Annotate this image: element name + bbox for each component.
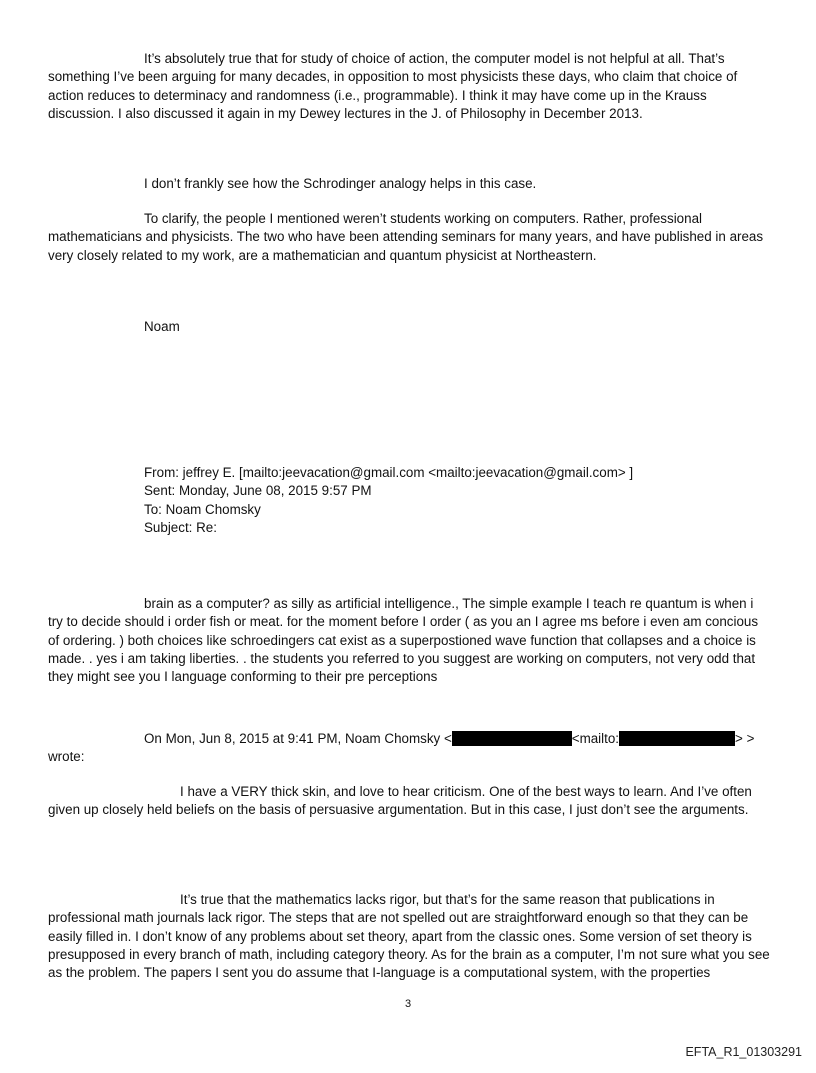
paragraph-choice-of-action: It’s absolutely true that for study of choice of action, the computer model is not helpful at all. That’s something I’ve been arguing for many decades, in opposition to most physicists these days, who claim that choice of action reduces to determinacy and randomness (i.e., programmable). I think it may have come up in the Krauss discussion. I also discussed it again in my Dewey lectures in the J. of Philosophy in December 2013. [48,51,738,121]
quote-wrote: wrote: [48,749,85,764]
email-header [144,464,633,537]
paragraph-thick-skin: I have a VERY thick skin, and love to hear criticism. One of the best ways to learn. And I’ve often given up closely held beliefs on the basis of persuasive argumentation. But in this case, I just don’t see the arguments. [48,784,752,818]
email-sent: Sent: Monday, June 08, 2015 9:57 PM [144,483,372,499]
quote-end: > > [735,731,755,746]
email-from: From: jeffrey E. [mailto:jeevacation@gmail.com <mailto:jeevacation@gmail.com> ] [144,465,634,480]
paragraph-schrodinger: I don’t frankly see how the Schrodinger analogy helps in this case. [144,176,537,191]
redaction-bar [619,731,735,746]
signature: Noam [144,319,180,334]
quote-mailto: <mailto: [571,731,620,746]
document-id: EFTA_R1_01303291 [685,1045,802,1059]
redaction-bar [452,731,572,746]
paragraph-clarify: To clarify, the people I mentioned weren’t students working on computers. Rather, professional mathematicians and physicists. The two who have been attending seminars for many years, and have published in areas very closely related to my work, are a mathematician and quantum physicist at Northeastern. [48,211,764,263]
email-subject: Subject: Re: [144,519,217,535]
email-to: To: Noam Chomsky [144,501,261,517]
quote-prefix: On Mon, Jun 8, 2015 at 9:41 PM, Noam Chomsky < [144,731,452,746]
page-number: 3 [404,998,412,1010]
quote-attribution [144,730,754,748]
paragraph-brain-computer: brain as a computer? as silly as artificial intelligence., The simple example I teach re quantum is when i try to decide should i order fish or meat. for the moment before I order ( as you an I agree ms before i even am concious of ordering. ) both choices like schroedingers cat exist as a superpostioned wave function that collapses and a choice is made. . yes i am taking liberties. . the students you referred to you suggest are working on computers, not very odd that they might see you I language conforming to their pre perceptions [48,596,759,685]
paragraph-mathematics-rigor: It’s true that the mathematics lacks rigor, but that’s for the same reason that publications in professional math journals lack rigor. The steps that are not spelled out are straightforward enough so that they can be easily filled in. I don’t know of any problems about set theory, apart from the classic ones. Some version of set theory is presupposed in every branch of math, including category theory. As for the brain as a computer, I’m not sure what you see as the problem. The papers I sent you do assume that I-language is a computational system, with the properties [48,892,770,981]
